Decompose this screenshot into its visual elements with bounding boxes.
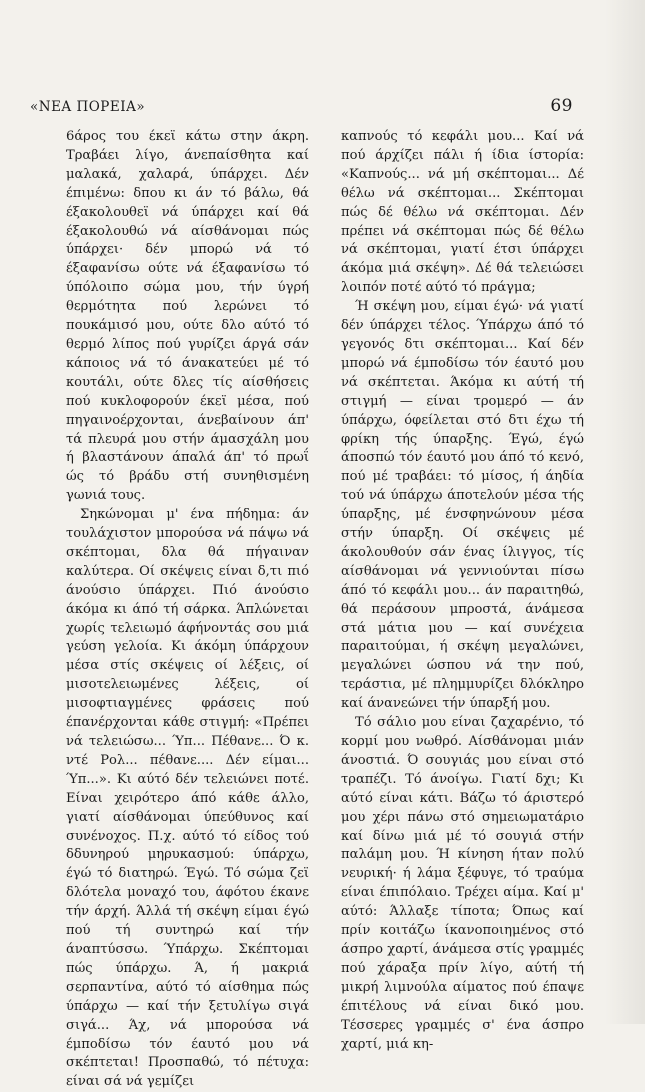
left-column	[66, 128, 309, 1090]
paragraph: Ή σκέψη μου, είμαι έγώ· νά γιατί δέν ύπάρχει τέλος. Ύπάρχω άπό τό γεγονός δτι σκέπτομαι... Καί δέν μπορώ νά έμποδίσω τόν έαυτό μου νά σκέπτεται. Άκόμα κι αύτή τή στιγμή — είναι τρομερό — άν ύπάρχω, όφείλεται στό δτι έχω τή φρίκη τής ύπαρξης. Έγώ, έγώ άποσπώ τόν έαυτό μου άπό τό κενό, πού μέ τραβάει: τό μίσος, ή άηδία τού νά ύπάρχω άποτελούν μέσα τής ύπαρξης, μέ ένσφηνώνουν μέσα στήν ύπαρξη. Οί σκέψεις μέ άκολουθούν σάν ένας ίλιγγος, τίς αίσθάνομαι νά γεννιούνται πίσω άπό τό κεφάλι μου... άν παραιτηθώ, θά περάσουν μπροστά, άνάμεσα στά μάτια μου — καί συνέχεια παραιτούμαι, ή σκέψη μεγαλώνει, μεγαλώνει ώσπου νά την πού, τεράστια, μέ πλημμυρίζει δλόκληρο καί άνανεώνει τήν ύπαρξή μου.	[341, 299, 584, 712]
paragraph: Τό σάλιο μου είναι ζαχαρένιο, τό κορμί μου νωθρό. Αίσθάνομαι μιάν άνοστιά. Ό σουγιάς μου είναι στό τραπέζι. Τό άνοίγω. Γιατί δχι; Κι αύτό είναι κάτι. Βάζω τό άριστερό μου χέρι πάνω στό σημειωματάριο καί δίνω μιά μέ τό σουγιά στήν παλάμη μου. Ή κίνηση ήταν πολύ νευρική· ή λάμα ξέφυγε, τό τραύμα είναι έπιπόλαιο. Τρέχει αίμα. Καί μ' αύτό: Άλλαξε τίποτα; Όπως καί πρίν κοιτάζω ίκανοποιημένος στό άσπρο χαρτί, άνάμεσα στίς γραμμές πού χάραξα πρίν λίγο, αύτή τή μικρή λιμνούλα αίματος πού έπαψε έπιτέλους νά είναι δικό μου. Τέσσερες γραμμές σ' ένα άσπρο χαρτί, μιά κη-	[341, 715, 584, 1052]
paragraph: 6άρος του έκεϊ κάτω στην άκρη. Τραβάει λίγο, άνεπαίσθητα καί μαλακά, χαλαρά, ύπάρχει. Δέν έπιμένω: δπου κι άν τό βάλω, θά έξακολουθεϊ νά ύπάρχει καί θά έξακολουθώ νά αίσθάνομαι πώς ύπάρχει· δέν μπορώ νά τό έξαφανίσω ούτε νά έξαφανίσω τό ύπόλοιπο σώμα μου, τήν ύγρή θερμότητα πού λερώνει τό πουκάμισό μου, ούτε δλο αύτό τό θερμό λίπος πού γυρίζει άργά σάν κάποιος νά τό άνακατεύει μέ τό κουτάλι, ούτε δλες τίς αίσθήσεις πού κυκλοφορούν έκεϊ μέσα, πού πηγαινοέρχονται, άνεβαίνουν άπ' τά πλευρά μου στήν άμασχάλη μου ή βλαστάνουν άπαλά άπ' τό πρωΐ ώς τό βράδυ στή συνηθισμένη γωνιά τους.	[66, 129, 309, 504]
running-header	[30, 96, 573, 116]
paragraph: Σηκώνομαι μ' ένα πήδημα: άν τουλάχιστον μπορούσα νά πάψω νά σκέπτομαι, δλα θά πήγαιναν καλύτερα. Οί σκέψεις είναι δ,τι πιό άνούσιο ύπάρχει. Πιό άνούσιο άκόμα κι άπό τή σάρκα. Άπλώνεται χωρίς τελειωμό άφήνοντάς σου μιά γεύση γελοία. Κι άκόμη ύπάρχουν μέσα στίς σκέψεις οί λέξεις, οί μισοτελειωμένες λέξεις, οί μισοφτιαγμένες φράσεις πού έπανέρχονται κάθε στιγμή: «Πρέπει νά τελειώσω... Ύπ... Πέθανε... Ό κ. ντέ Ρολ... πέθανε.... Δέν είμαι... Ύπ...». Κι αύτό δέν τελειώνει ποτέ. Είναι χειρότερο άπό κάθε άλλο, γιατί αίσθάνομαι ύπεύθυνος καί συνένοχος. Π.χ. αύτό τό είδος τού δδυνηρού μηρυκασμού: ύπάρχω, έγώ τό διατηρώ. Έγώ. Τό σώμα ζεϊ δλότελα μοναχό του, άφότου έκανε τήν άρχή. Άλλά τή σκέψη είμαι έγώ πού τή συντηρώ καί τήν άναπτύσσω. Ύπάρχω. Σκέπτομαι πώς ύπάρχω. Ά, ή μακριά σερπαντίνα, αύτό τό αίσθημα πώς ύπάρχω — καί τήν ξετυλίγω σιγά σιγά... Άχ, νά μπορούσα νά έμποδίσω τόν έαυτό μου νά σκέπτεται! Προσπαθώ, τό πέτυχα: είναι σά νά γεμίζει	[66, 507, 309, 1090]
right-column	[341, 128, 584, 1052]
paragraph: καπνούς τό κεφάλι μου... Καί νά πού άρχίζει πάλι ή ίδια ίστορία: «Καπνούς... νά μή σκέπτομαι... Δέ θέλω νά σκέπτομαι... Σκέπτομαι πώς δέ θέλω νά σκέπτομαι. Δέν πρέπει νά σκέπτομαι πώς δέ θέλω νά σκέπτομαι, γιατί έτσι ύπάρχει άκόμα μιά σκέψη». Δέ θά τελειώσει λοιπόν ποτέ αύτό τό πράγμα;	[341, 129, 584, 296]
page-number: 69	[550, 96, 573, 116]
journal-title: «ΝΕΑ ΠΟΡΕΙΑ»	[30, 99, 146, 115]
page-edge-shadow	[605, 0, 645, 1024]
text-columns	[66, 128, 584, 1090]
